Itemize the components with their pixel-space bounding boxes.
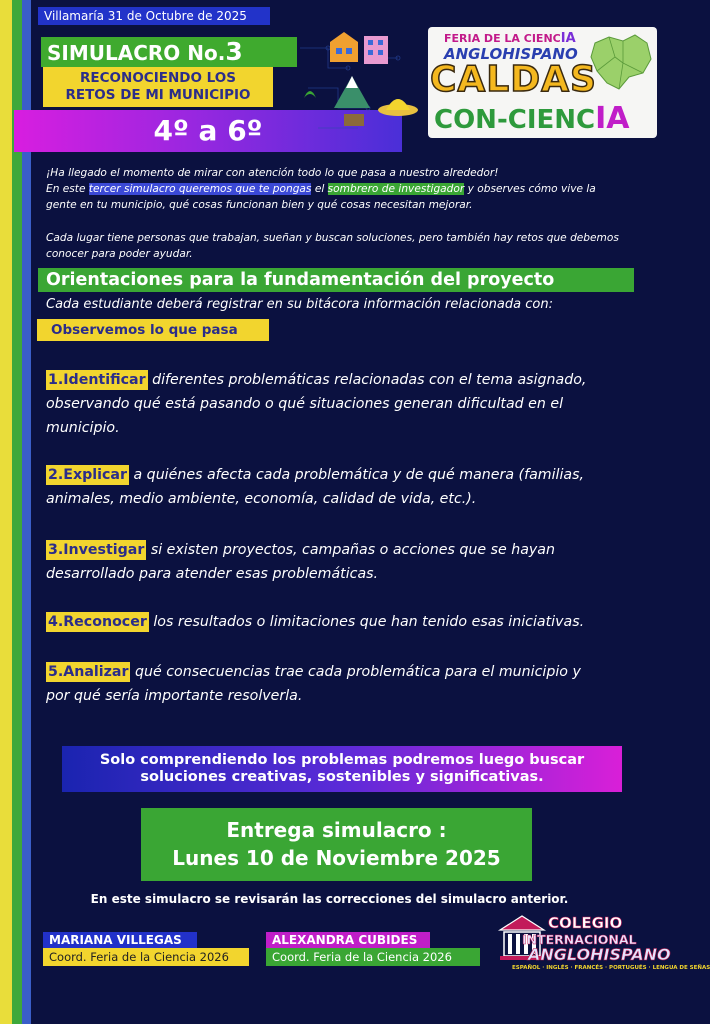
- intro-highlight-2: sombrero de investigador: [327, 183, 465, 195]
- subtitle-line1: RECONOCIENDO LOS: [80, 70, 236, 86]
- coordinator-2-role: Coord. Feria de la Ciencia 2026: [266, 948, 480, 966]
- delivery-box: [141, 808, 532, 881]
- intro-line3: gente en tu municipio, qué cosas funcionan bien y qué cosas necesitan mejorar.: [46, 199, 473, 211]
- coordinator-1-name: MARIANA VILLEGAS: [43, 932, 197, 948]
- basket-icon: [344, 114, 364, 126]
- intro-line1: ¡Ha llegado el momento de mirar con atención todo lo que pasa a nuestro alrededor!: [46, 167, 499, 179]
- building-icon: [364, 36, 388, 64]
- simulacro-number: 3: [225, 37, 243, 66]
- banner-line1: Solo comprendiendo los problemas podremos luego buscar: [99, 752, 585, 768]
- step-2-text1: a quiénes afecta cada problemática y de qué manera (familias,: [128, 467, 585, 483]
- banner-line2: soluciones creativas, sostenibles y significativas.: [140, 769, 544, 785]
- step-3: [46, 538, 636, 586]
- step-5-line1: [46, 660, 636, 684]
- grade-banner: 4º a 6º: [14, 110, 402, 152]
- conciencia-text: [434, 101, 629, 136]
- step-3-line1: [46, 538, 636, 562]
- intro-line2: [46, 181, 596, 198]
- step-2-line1: [46, 463, 636, 487]
- school-tagline: ESPAÑOL · INGLÉS · FRANCÉS · PORTUGUÉS · LENGUA DE SEÑAS: [512, 965, 710, 971]
- revision-note: En este simulacro se revisarán las correcciones del simulacro anterior.: [90, 892, 569, 906]
- step-4-text1: los resultados o limitaciones que han tenido esas iniciativas.: [148, 614, 585, 630]
- observe-heading: Observemos lo que pasa: [37, 319, 269, 341]
- simulacro-title: [41, 37, 297, 67]
- step-4-key: 4.Reconocer: [48, 614, 147, 630]
- intro-line2-c: y observes cómo vive la: [464, 183, 596, 195]
- step-2: [46, 463, 636, 511]
- delivery-line1: Entrega simulacro :: [226, 818, 447, 842]
- house-icon: [330, 32, 358, 62]
- caldas-text: CALDAS: [430, 59, 597, 100]
- conciencia-main: CON-CIENC: [434, 105, 596, 135]
- left-stripe-yellow: [0, 0, 12, 1024]
- step-5-text1: qué consecuencias trae cada problemática para el municipio y: [130, 664, 581, 680]
- intro-line2-b: el: [311, 183, 328, 195]
- school-logo: [496, 912, 710, 974]
- school-colegio: COLEGIO: [548, 914, 623, 932]
- feria-logo: [428, 27, 657, 138]
- step-5: [46, 660, 636, 708]
- closing-banner: [62, 746, 622, 792]
- register-text: Cada estudiante deberá registrar en su bitácora información relacionada con:: [46, 297, 553, 312]
- delivery-line2: Lunes 10 de Noviembre 2025: [172, 846, 501, 870]
- step-3-line2: desarrollado para atender esas problemáticas.: [46, 566, 379, 582]
- step-4-line1: [46, 610, 636, 634]
- intro-line4: Cada lugar tiene personas que trabajan, sueñan y buscan soluciones, pero también hay retos que debemos: [46, 232, 619, 244]
- feria-text-main: FERIA DE LA CIENC: [444, 32, 561, 45]
- leaf-icon: [304, 91, 316, 98]
- step-1-line2: observando qué está pasando o qué situaciones generan dificultad en el: [46, 396, 564, 412]
- left-stripe-blue: [22, 0, 31, 1024]
- step-1: [46, 368, 636, 440]
- school-internacional: INTERNACIONAL: [522, 932, 637, 947]
- intro-line5: conocer para poder ayudar.: [46, 248, 193, 260]
- step-1-text1: diferentes problemáticas relacionadas con el tema asignado,: [147, 372, 587, 388]
- simulacro-label: SIMULACRO No.: [47, 41, 226, 65]
- step-1-line3: municipio.: [46, 420, 120, 436]
- feria-text-ia: IA: [560, 31, 576, 46]
- step-4: [46, 610, 636, 634]
- step-5-key: 5.Analizar: [48, 664, 129, 680]
- step-2-key: 2.Explicar: [48, 467, 127, 483]
- left-stripe-green: [12, 0, 22, 1024]
- step-3-text1: si existen proyectos, campañas o acciones que se hayan: [146, 542, 555, 558]
- step-1-line1: [46, 368, 636, 392]
- decorative-illustration: [298, 28, 424, 138]
- subtitle-line2: RETOS DE MI MUNICIPIO: [65, 87, 251, 103]
- intro-highlight-1: tercer simulacro queremos que te pongas: [88, 183, 312, 195]
- coordinator-1-role: Coord. Feria de la Ciencia 2026: [43, 948, 249, 966]
- intro-line2-a: En este: [46, 183, 89, 195]
- step-3-key: 3.Investigar: [48, 542, 145, 558]
- step-2-line2: animales, medio ambiente, economía, calidad de vida, etc.).: [46, 491, 477, 507]
- caldas-map-icon: [589, 33, 653, 93]
- step-1-key: 1.Identificar: [48, 372, 146, 388]
- conciencia-ia: IA: [595, 101, 630, 136]
- subtitle-box: [43, 67, 273, 107]
- orientations-title: Orientaciones para la fundamentación del proyecto: [38, 268, 634, 292]
- date-label: Villamaría 31 de Octubre de 2025: [38, 7, 270, 25]
- school-anglohispano: ANGLOHISPANO: [528, 945, 671, 964]
- step-5-line2: por qué sería importante resolverla.: [46, 688, 303, 704]
- brand-text: ANGLOHISPANO: [444, 45, 578, 63]
- coordinator-2-name: ALEXANDRA CUBIDES: [266, 932, 430, 948]
- feria-text: [444, 31, 576, 46]
